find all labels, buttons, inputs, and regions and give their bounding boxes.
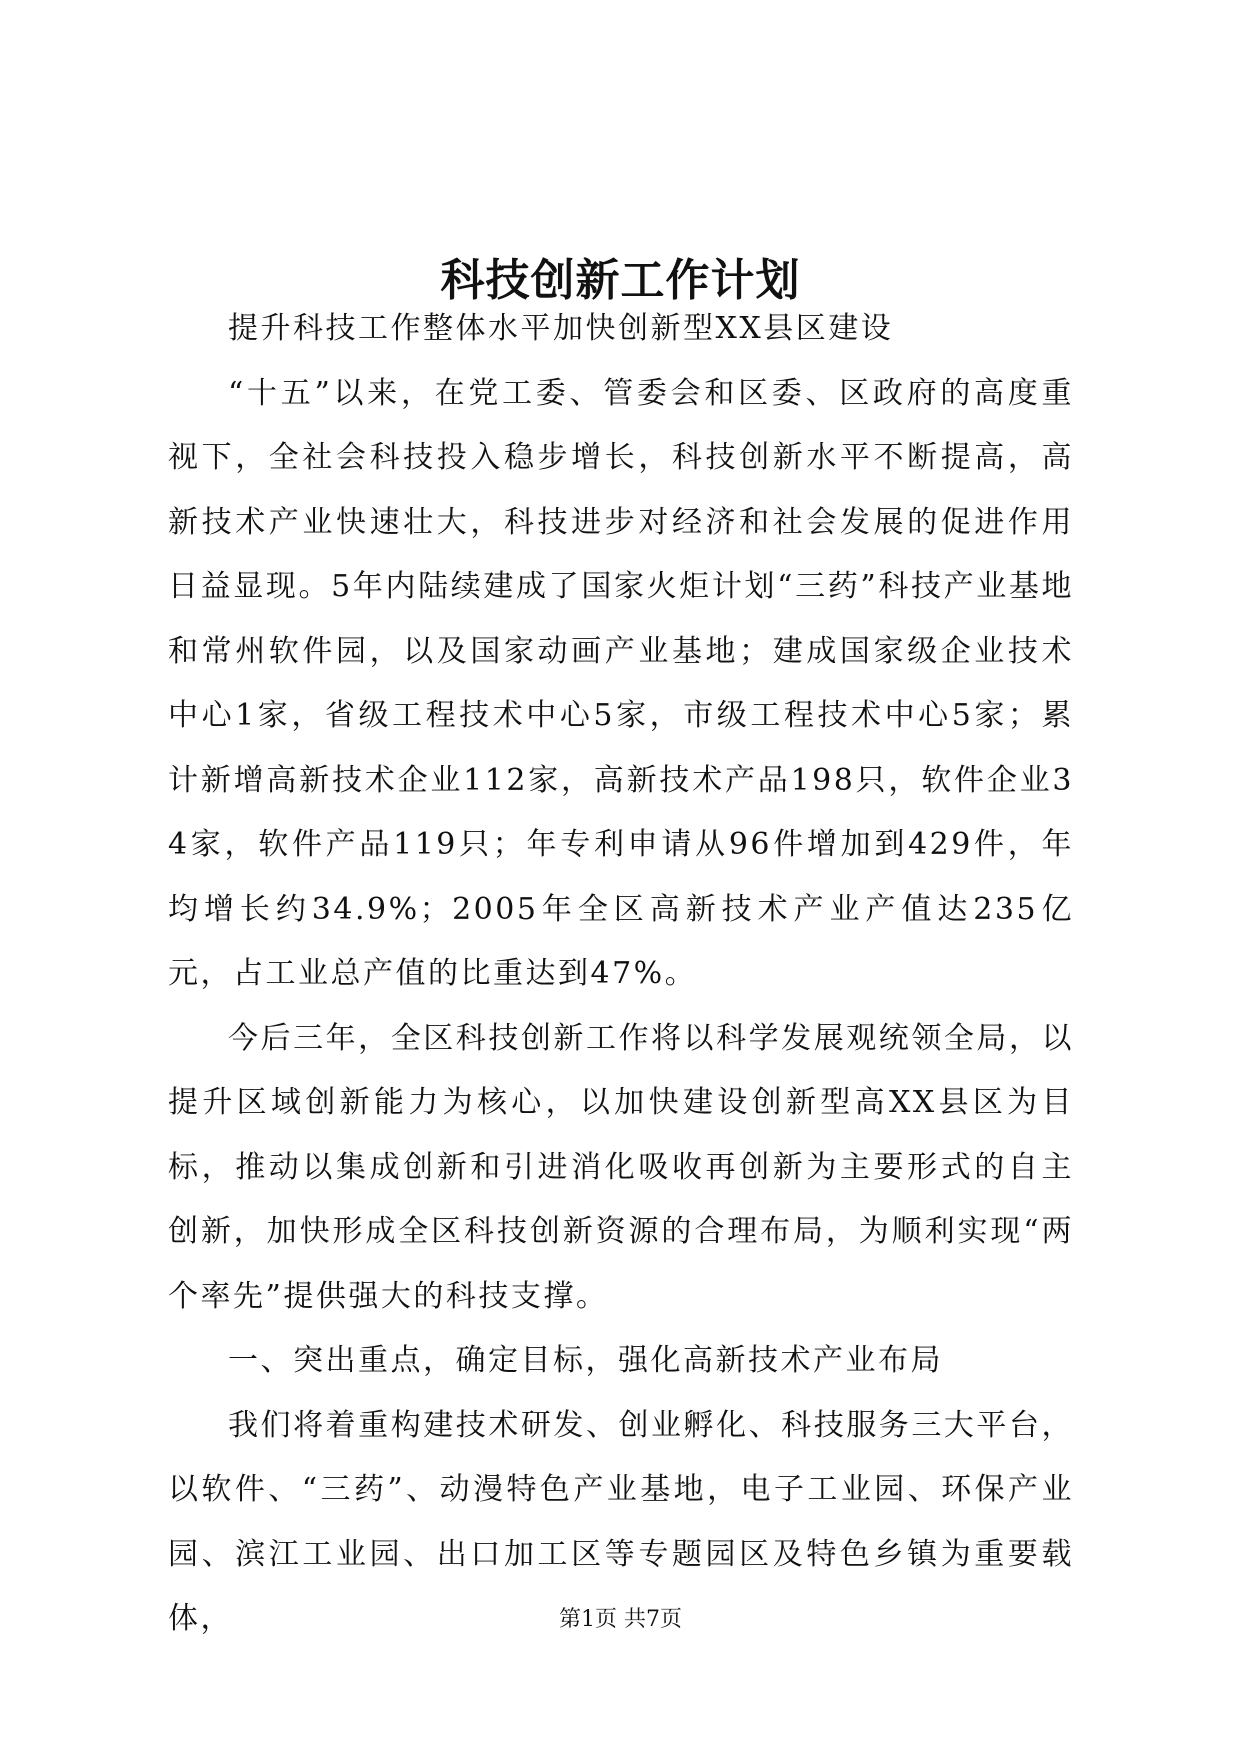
- document-body: [168, 297, 1074, 1652]
- section-heading-1: 一、突出重点，确定目标，强化高新技术产业布局: [228, 1343, 943, 1378]
- page-footer: 第1页 共7页: [559, 1607, 682, 1632]
- subtitle-paragraph: 提升科技工作整体水平加快创新型XX县区建设: [228, 311, 894, 346]
- paragraph-platforms: 我们将着重构建技术研发、创业孵化、科技服务三大平台，以软件、“三药”、动漫特色产业基地，电子工业园、环保产业园、滨江工业园、出口加工区等专题园区及特色乡镇为重要载体，: [168, 1407, 1074, 1636]
- document-title: 科技创新工作计划: [440, 255, 801, 307]
- paragraph-goals: 今后三年，全区科技创新工作将以科学发展观统领全局，以提升区域创新能力为核心，以加快建设创新型高XX县区为目标，推动以集成创新和引进消化吸收再创新为主要形式的自主创新，加快形成全区科技创新资源的合理布局，为顺利实现“两个率先”提供强大的科技支撑。: [168, 1020, 1074, 1314]
- paragraph-review: “十五”以来，在党工委、管委会和区委、区政府的高度重视下，全社会科技投入稳步增长，科技创新水平不断提高，高新技术产业快速壮大，科技进步对经济和社会发展的促进作用日益显现。5年内陆续建成了国家火炬计划“三药”科技产业基地和常州软件园，以及国家动画产业基地；建成国家级企业技术中心1家，省级工程技术中心5家，市级工程技术中心5家；累计新增高新技术企业112家，高新技术产品198只，软件企业34家，软件产品119只；年专利申请从96件增加到429件，年均增长约34.9%；2005年全区高新技术产业产值达235亿元，占工业总产值的比重达到47%。: [168, 375, 1074, 991]
